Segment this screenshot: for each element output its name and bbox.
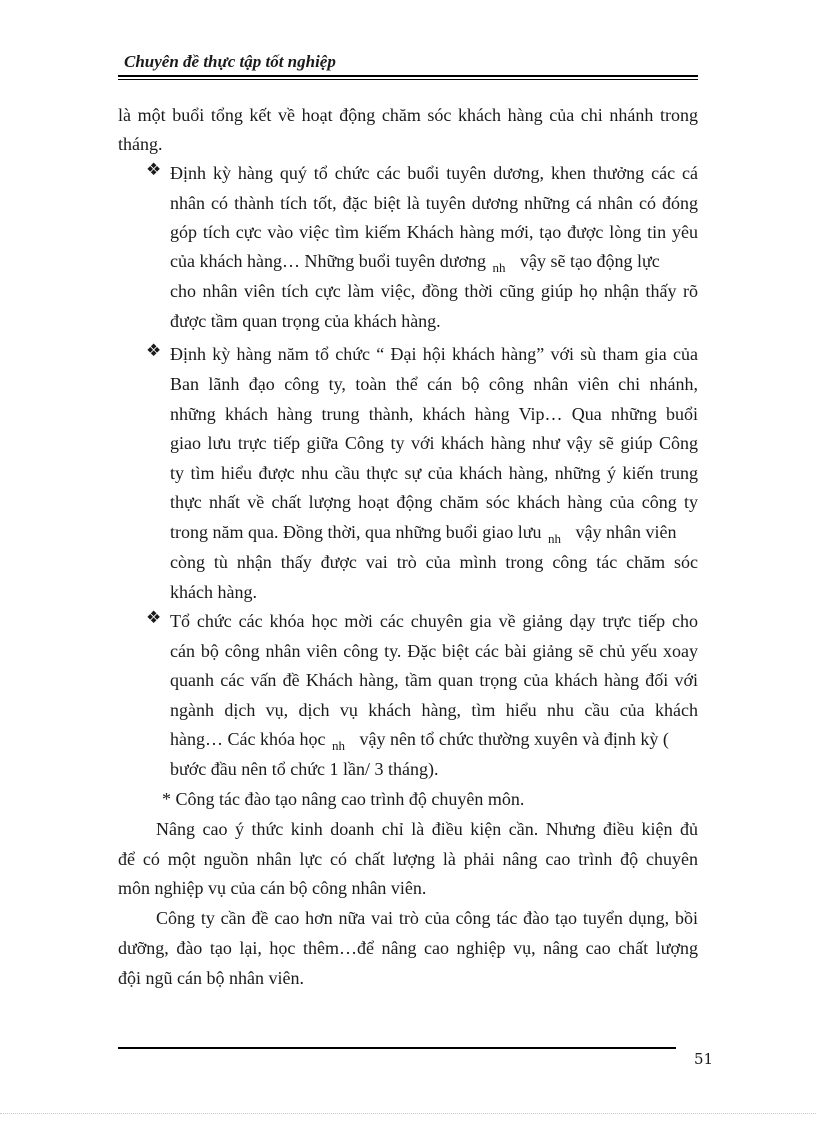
text-line: dưỡng, đào tạo lại, học thêm…để nâng cao nghiệp vụ, nâng cao chất lượng [118,938,698,958]
text-line: cán bộ công nhân viên công ty. Đặc biệt các bài giảng sẽ chủ yếu xoay [170,641,698,661]
text-line: những khách hàng trung thành, khách hàng Vip… Qua những buổi [170,404,698,424]
text-line: Tổ chức các khóa học mời các chuyên gia về giảng dạy trực tiếp cho [170,611,698,631]
page-number: 51 [694,1050,714,1068]
text-line: Công ty cần đề cao hơn nữa vai trò của công tác đào tạo tuyển dụng, bồi [156,908,698,928]
text-line: để có một nguồn nhân lực có chất lượng là phải nâng cao trình độ chuyên [118,849,698,869]
text-line: ty tìm hiểu được nhu cầu thực sự của khách hàng, những ý kiến trung [170,463,698,483]
text-line: đội ngũ cán bộ nhân viên. [118,968,304,988]
text-line: được tầm quan trọng của khách hàng. [170,311,441,331]
diamond-bullet-icon: ❖ [146,608,162,627]
text-line: Ban lãnh đạo công ty, toàn thể cán bộ công nhân viên chi nhánh, [170,374,698,394]
text-line: giao lưu trực tiếp giữa Công ty với khách hàng như vậy sẽ giúp Công [170,433,698,453]
text-fragment: vậy nhân viên [575,522,677,542]
text-line: tháng. [118,134,163,154]
text-line: môn nghiệp vụ của cán bộ công nhân viên. [118,878,427,898]
text-line: bước đầu nên tổ chức 1 lần/ 3 tháng). [170,759,439,779]
footer-rule [118,1047,676,1049]
text-line: góp tích cực vào việc tìm kiếm Khách hàng mới, tạo được lòng tin yêu [170,222,698,242]
text-line: thực nhất về chất lượng hoạt động chăm sóc khách hàng của công ty [170,492,698,512]
header-rule [118,75,698,80]
text-fragment: vậy nên tổ chức thường xuyên và định kỳ ( [359,729,669,749]
subscript-fragment: nh [548,531,561,546]
text-line [170,519,676,547]
text-line: cho nhân viên tích cực làm việc, đồng thời cũng giúp họ nhận thấy rõ [170,281,698,301]
text-fragment: hàng… Các khóa học [170,729,326,749]
text-line: Nâng cao ý thức kinh doanh chỉ là điều kiện cần. Nhưng điều kiện đủ [156,819,698,839]
text-line: ngành dịch vụ, dịch vụ khách hàng, tìm hiểu nhu cầu của khách [170,700,698,720]
subscript-fragment: nh [492,260,506,275]
text-fragment: vậy sẽ tạo động lực [519,251,660,271]
text-line [170,726,669,754]
header-title: Chuyên đề thực tập tốt nghiệp [124,52,336,71]
text-line: còng tù nhận thấy được vai trò của mình trong công tác chăm sóc [170,552,698,572]
diamond-bullet-icon: ❖ [146,160,162,179]
subscript-fragment: nh [331,738,345,753]
text-line: Định kỳ hàng năm tổ chức “ Đại hội khách hàng” với sù tham gia của [170,344,698,364]
text-line: khách hàng. [170,582,257,602]
text-line: Định kỳ hàng quý tổ chức các buổi tuyên dương, khen thưởng các cá [170,163,698,183]
section-heading: * Công tác đào tạo nâng cao trình độ chuyên môn. [162,789,525,809]
text-line: là một buổi tổng kết về hoạt động chăm sóc khách hàng của chi nhánh trong [118,105,698,125]
text-line: quanh các vấn đề Khách hàng, tầm quan trọng của khách hàng đối với [170,670,698,690]
page-bottom-divider [0,1113,816,1114]
diamond-bullet-icon: ❖ [146,341,162,360]
text-fragment: của khách hàng… Những buổi tuyên dương [170,251,486,271]
text-line [170,248,660,276]
text-fragment: trong năm qua. Đồng thời, qua những buổi giao lưu [170,522,542,542]
text-line: nhân có thành tích tốt, đặc biệt là tuyên dương những cá nhân có đóng [170,193,698,213]
